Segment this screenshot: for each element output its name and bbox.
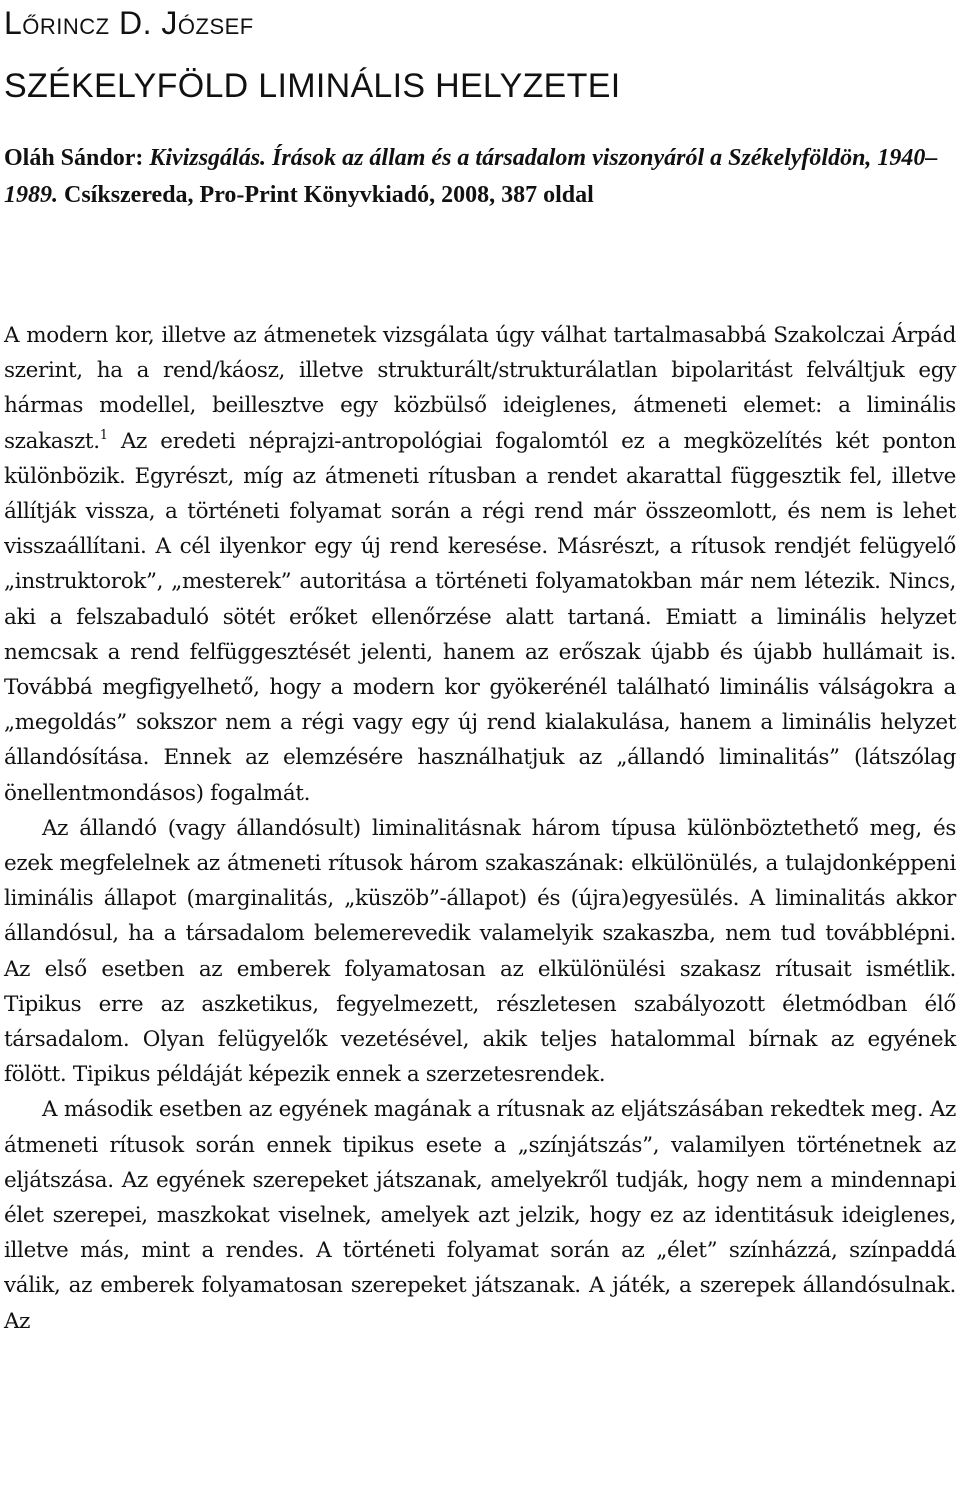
reviewed-book-title: Kivizsgálás. Írások az állam és a társadalom viszonyáról a Székelyföldön, 1940–1989. (4, 145, 938, 208)
reviewed-book-publication: Csíkszereda, Pro-Print Könyvkiadó, 2008, 387 oldal (58, 181, 594, 208)
paragraph-3: A második esetben az egyének magának a rítusnak az eljátszásában rekedtek meg. Az átmeneti rítusok során ennek tipikus esete a „színjátszás”, valamilyen történetnek az eljátszása. Az egyének szerepeket játszanak, amelyekről tudják, hogy nem a mindennapi élet szerepei, maszkokat viselnek, amelyek azt jelzik, hogy ez az identitásuk ideiglenes, illetve más, mint a rendes. A történeti folyamat során az „élet” színházzá, színpaddá válik, az emberek folyamatosan szerepeket játszanak. A játék, a szerepek állandósulnak. Az (4, 1097, 956, 1334)
article-body (4, 318, 956, 1339)
paragraph-1-text: A modern kor, illetve az átmenetek vizsgálata úgy válhat tartalmasabbá Szakolczai Árpád szerint, ha a rend/káosz, illetve strukturált/strukturálatlan bipolaritást felváltjuk egy hármas modellel, beillesztve egy közbülső ideiglenes, átmeneti elemet: a liminális szakaszt. (4, 323, 956, 454)
book-citation (4, 140, 954, 213)
paragraph-2: Az állandó (vagy állandósult) liminalitásnak három típusa különböztethető meg, és ezek megfelelnek az átmeneti rítusok három szakaszának: elkülönülés, a tulajdonképpeni liminális állapot (marginalitás, „küszöb”-állapot) és (újra)egyesülés. A liminalitás akkor állandósul, ha a társadalom belemerevedik valamelyik szakaszba, nem tud továbblépni. Az első esetben az emberek folyamatosan az elkülönülési szakasz rítusait ismétlik. Tipikus erre az aszketikus, fegyelmezett, részletesen szabályozott életmódban élő társadalom. Olyan felügyelők vezetésével, akik teljes hatalommal bírnak az egyének fölött. Tipikus példáját képezik ennek a szerzetesrendek. (4, 815, 956, 1088)
article-title: SZÉKELYFÖLD LIMINÁLIS HELYZETEI (4, 67, 621, 105)
author-name: Lőrincz D. József (4, 5, 254, 41)
paragraph-1 (4, 318, 956, 811)
paragraph-1-text-continued: Az eredeti néprajzi-antropológiai fogalomtól ez a megközelítés két ponton különbözik. Egyrészt, míg az átmeneti rítusban a rendet akarattal függesztik fel, illetve állítják vissza, a történeti folyamat során a régi rend már összeomlott, és nem is lehet visszaállítani. A cél ilyenkor egy új rend keresése. Másrészt, a rítusok rendjét felügyelő „instruktorok”, „mesterek” autoritása a történeti folyamatokban már nem létezik. Nincs, aki a felszabaduló sötét erőket ellenőrzése alatt tartaná. Emiatt a liminális helyzet nemcsak a rend felfüggesztését jelenti, hanem az erőszak újabb és újabb hullámait is. Továbbá megfigyelhető, hogy a modern kor gyökerénél található liminális válságokra a „megoldás” sokszor nem a régi vagy egy új rend kialakulása, hanem a liminális helyzet állandósítása. Ennek az elemzésére használhatjuk az „állandó liminalitás” (látszólag önellentmondásos) fogalmát. (4, 428, 956, 806)
reviewed-book-author: Oláh Sándor: (4, 145, 150, 171)
footnote-reference[interactable]: 1 (99, 427, 108, 443)
